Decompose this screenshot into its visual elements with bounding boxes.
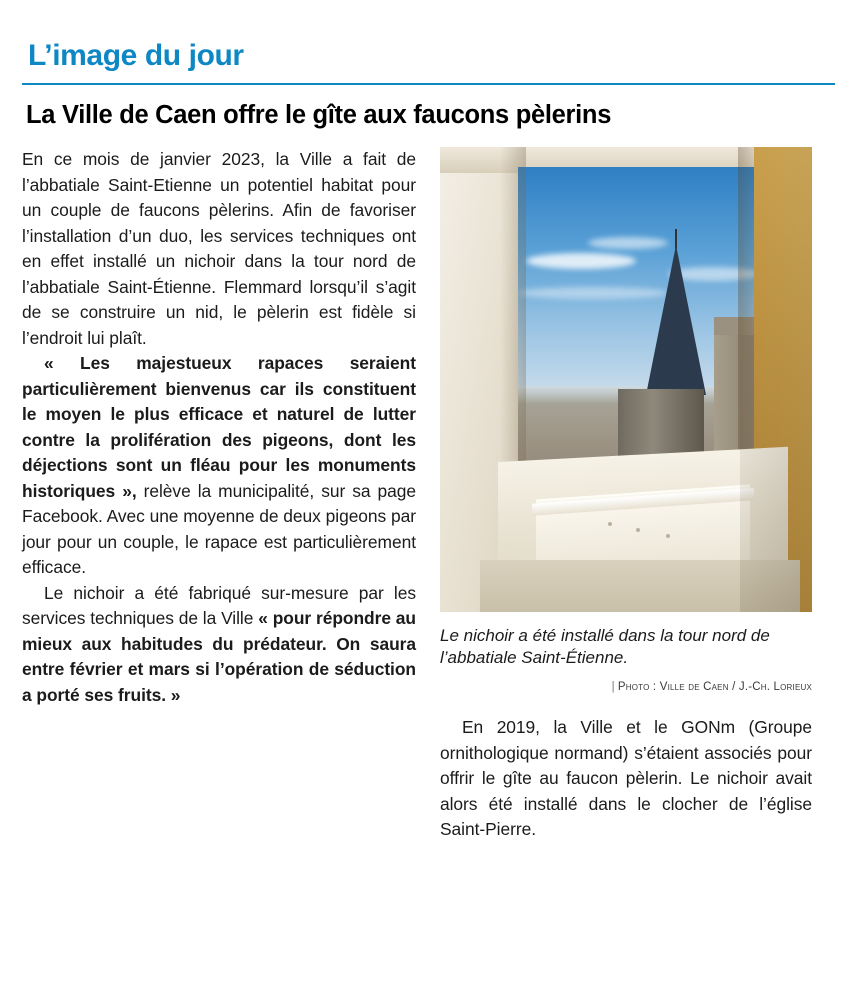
page-title: La Ville de Caen offre le gîte aux faucons pèlerins — [26, 100, 612, 129]
photo-figure — [440, 147, 812, 693]
right-column — [440, 147, 812, 843]
section-kicker: L’image du jour — [28, 39, 244, 72]
paragraph3-run-normal: Le nichoir a été fabriqué sur-mesure par les services techniques de la Ville — [22, 582, 416, 629]
nest-box-window-photo — [440, 147, 812, 612]
quote-run-normal: relève la municipalité, sur sa page Facebook. Avec une moyenne de deux pigeons par jour pour un couple, le rapace est particulièrement efficace. — [22, 480, 416, 578]
body-paragraph-4: En 2019, la Ville et le GONm (Groupe ornithologique normand) s’étaient associés pour offrir le gîte au faucon pèlerin. Le nichoir avait alors été installé dans le clocher de l’église Saint-Pierre. — [440, 717, 812, 840]
credit-separator: | — [611, 681, 615, 694]
photo-church-spire — [646, 245, 706, 395]
right-column-body — [440, 715, 812, 843]
paragraph3-run-bold: « pour répondre au mieux aux habitudes du prédateur. On saura entre février et mars si l’opération de séduction a porté ses fruits. » — [22, 608, 416, 705]
body-paragraph-1: En ce mois de janvier 2023, la Ville a fait de l’abbatiale Saint-Etienne un potentiel habitat pour un couple de faucons pèlerins. Afin de favoriser l’installation d’un duo, les services techniques ont en effet installé un nichoir dans la tour nord de l’abbatiale Saint-Étienne. Flemmard lorsqu’il s’agit de se construire un nid, le pèlerin est fidèle si l’endroit lui plaît. — [22, 149, 416, 348]
left-column — [22, 147, 416, 708]
quote-run-bold: « Les majestueux rapaces seraient particulièrement bienvenus car ils constituent le moyen le plus efficace et naturel de lutter contre la prolifération des pigeons, dont les déjections sont un fléau pour les monuments historiques », — [22, 353, 416, 501]
photo-credit — [440, 681, 812, 693]
body-paragraph-3 — [22, 581, 416, 709]
photo-caption: Le nichoir a été installé dans la tour nord de l’abbatiale Saint-Étienne. — [440, 626, 770, 668]
credit-label: Photo : — [617, 681, 657, 694]
photo-sill-front — [480, 560, 800, 612]
credit-value: Ville de Caen / J.-Ch. Lorieux — [659, 681, 812, 694]
body-paragraph-2 — [22, 351, 416, 581]
article-columns — [22, 147, 835, 843]
section-divider — [22, 83, 835, 85]
